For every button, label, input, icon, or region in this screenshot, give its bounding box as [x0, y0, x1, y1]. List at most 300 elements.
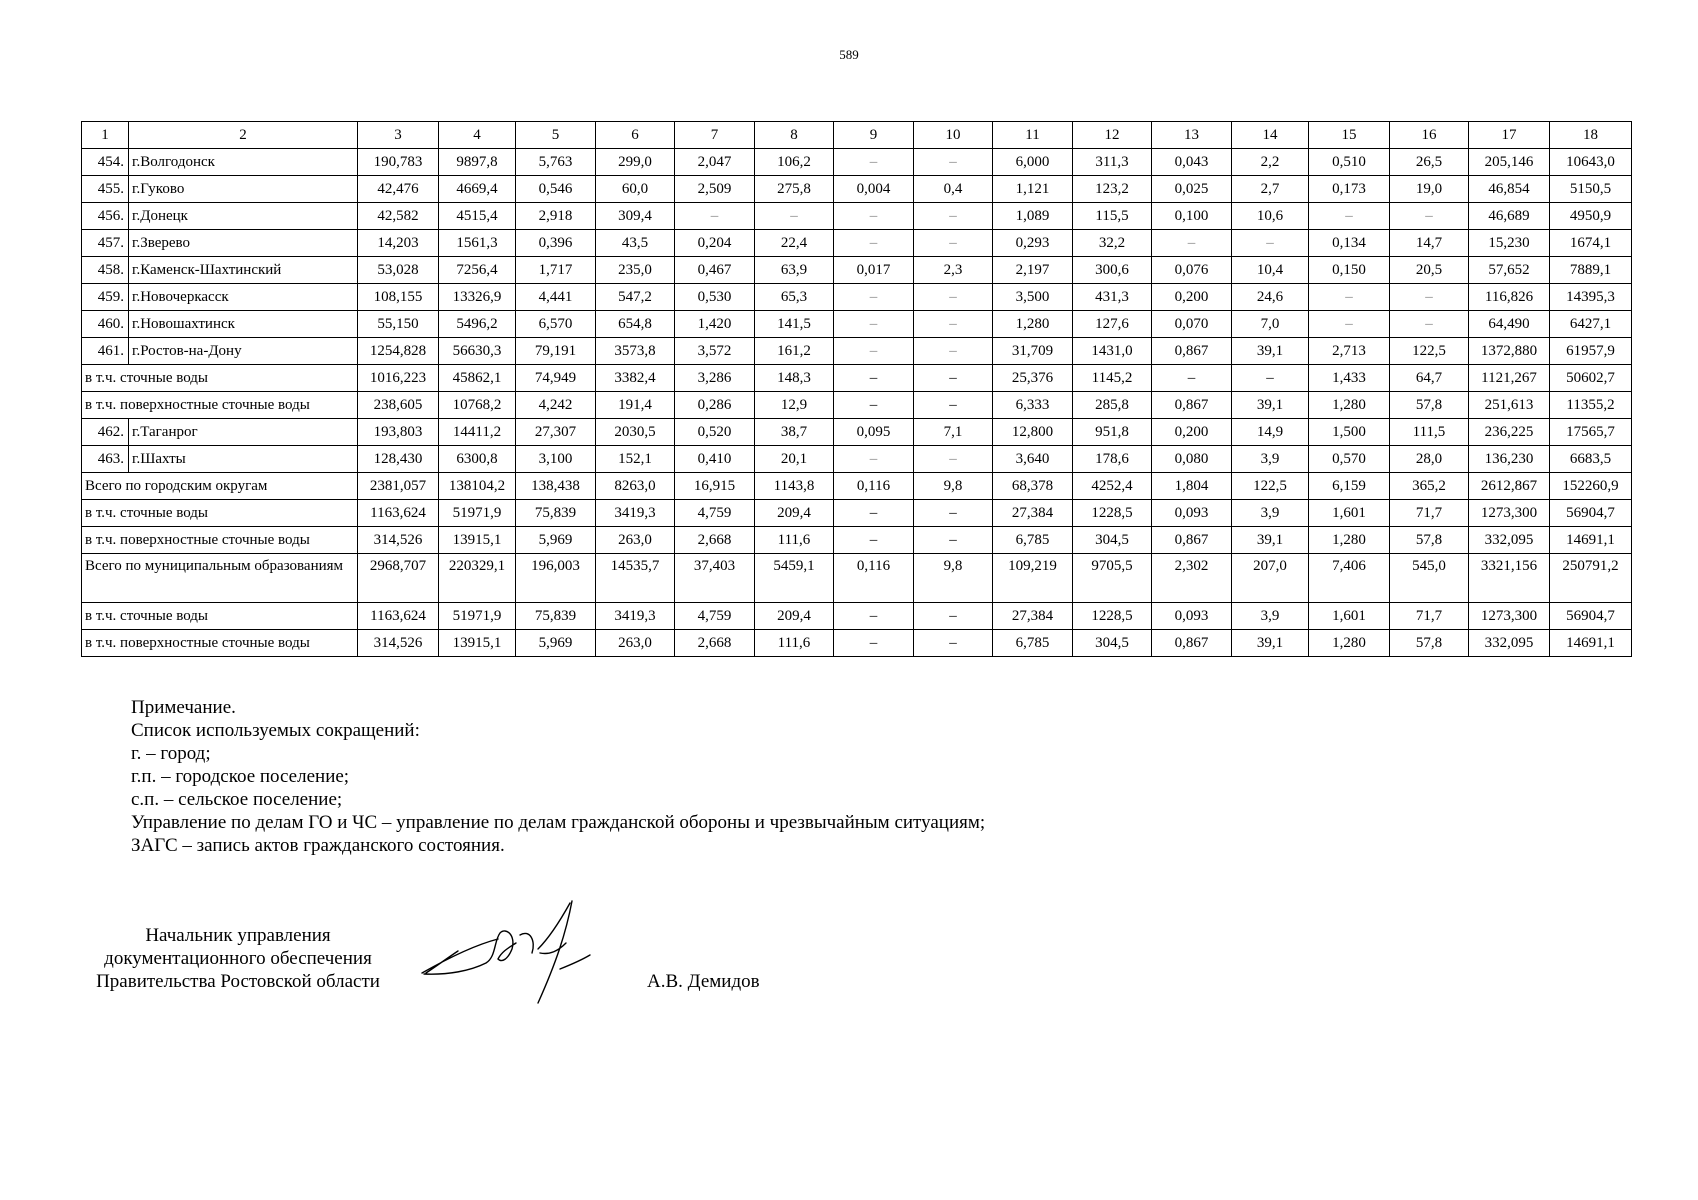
value-cell: 9897,8 [439, 149, 516, 176]
table-row [82, 365, 1632, 392]
row-name-cell: в т.ч. поверхностные сточные воды [82, 392, 358, 419]
value-cell: 2,713 [1309, 338, 1390, 365]
value-cell: 26,5 [1390, 149, 1469, 176]
value-cell: 63,9 [755, 257, 834, 284]
value-cell: 0,116 [834, 554, 914, 603]
value-cell: 275,8 [755, 176, 834, 203]
value-cell: 9,8 [914, 554, 993, 603]
value-cell: 46,854 [1469, 176, 1550, 203]
value-cell: 1,717 [516, 257, 596, 284]
notes-line: Список используемых сокращений: [131, 720, 420, 741]
value-cell: 152,1 [596, 446, 675, 473]
value-cell: 2030,5 [596, 419, 675, 446]
value-cell: 207,0 [1232, 554, 1309, 603]
value-cell: 3,500 [993, 284, 1073, 311]
value-cell: 431,3 [1073, 284, 1152, 311]
table-body [82, 122, 1632, 657]
value-cell: 5,969 [516, 527, 596, 554]
table-row [82, 419, 1632, 446]
value-cell: 2,7 [1232, 176, 1309, 203]
value-cell: 14691,1 [1550, 630, 1632, 657]
value-cell: 2,047 [675, 149, 755, 176]
table-row [82, 176, 1632, 203]
value-cell: 0,293 [993, 230, 1073, 257]
row-name-cell: в т.ч. поверхностные сточные воды [82, 630, 358, 657]
value-cell: – [914, 603, 993, 630]
value-cell: 19,0 [1390, 176, 1469, 203]
value-cell: 122,5 [1232, 473, 1309, 500]
value-cell: 71,7 [1390, 603, 1469, 630]
value-cell: 1163,624 [358, 603, 439, 630]
value-cell: 75,839 [516, 603, 596, 630]
row-name-cell: в т.ч. сточные воды [82, 500, 358, 527]
value-cell: – [1152, 365, 1232, 392]
value-cell: 6300,8 [439, 446, 516, 473]
value-cell: 304,5 [1073, 527, 1152, 554]
value-cell: 178,6 [1073, 446, 1152, 473]
value-cell: – [675, 203, 755, 230]
value-cell: 4,441 [516, 284, 596, 311]
value-cell: 111,6 [755, 630, 834, 657]
value-cell: 4,759 [675, 500, 755, 527]
value-cell: 138,438 [516, 473, 596, 500]
signatory-title [86, 924, 390, 993]
value-cell: 0,530 [675, 284, 755, 311]
notes-block [131, 696, 985, 857]
value-cell: – [914, 230, 993, 257]
value-cell: 3,9 [1232, 446, 1309, 473]
value-cell: 13915,1 [439, 630, 516, 657]
value-cell: 6,785 [993, 527, 1073, 554]
row-number-cell: 462. [82, 419, 129, 446]
value-cell: – [1390, 311, 1469, 338]
value-cell: 1,601 [1309, 603, 1390, 630]
value-cell: 1,420 [675, 311, 755, 338]
value-cell: 56904,7 [1550, 603, 1632, 630]
value-cell: 0,093 [1152, 500, 1232, 527]
value-cell: 0,080 [1152, 446, 1232, 473]
value-cell: 148,3 [755, 365, 834, 392]
value-cell: 1,433 [1309, 365, 1390, 392]
value-cell: 1016,223 [358, 365, 439, 392]
value-cell: 108,155 [358, 284, 439, 311]
value-cell: 2968,707 [358, 554, 439, 603]
header-cell: 10 [914, 122, 993, 149]
value-cell: 1145,2 [1073, 365, 1152, 392]
notes-title: Примечание. [131, 697, 236, 718]
value-cell: – [834, 149, 914, 176]
value-cell: 545,0 [1390, 554, 1469, 603]
value-cell: 263,0 [596, 527, 675, 554]
header-cell: 12 [1073, 122, 1152, 149]
value-cell: – [914, 500, 993, 527]
value-cell: 15,230 [1469, 230, 1550, 257]
header-cell: 1 [82, 122, 129, 149]
value-cell: 2612,867 [1469, 473, 1550, 500]
value-cell: – [1309, 203, 1390, 230]
value-cell: 57,652 [1469, 257, 1550, 284]
value-cell: 1254,828 [358, 338, 439, 365]
value-cell: 0,570 [1309, 446, 1390, 473]
value-cell: 17565,7 [1550, 419, 1632, 446]
value-cell: 39,1 [1232, 630, 1309, 657]
header-cell: 18 [1550, 122, 1632, 149]
value-cell: – [1309, 311, 1390, 338]
value-cell: 28,0 [1390, 446, 1469, 473]
value-cell: 0,200 [1152, 284, 1232, 311]
value-cell: 27,384 [993, 500, 1073, 527]
row-name-cell: в т.ч. сточные воды [82, 365, 358, 392]
value-cell: 0,025 [1152, 176, 1232, 203]
value-cell: 6,159 [1309, 473, 1390, 500]
value-cell: – [1232, 230, 1309, 257]
value-cell: 14395,3 [1550, 284, 1632, 311]
value-cell: 1228,5 [1073, 603, 1152, 630]
value-cell: 0,546 [516, 176, 596, 203]
table-row [82, 149, 1632, 176]
value-cell: 0,004 [834, 176, 914, 203]
value-cell: – [1232, 365, 1309, 392]
value-cell: 2,302 [1152, 554, 1232, 603]
value-cell: 5,969 [516, 630, 596, 657]
value-cell: 0,095 [834, 419, 914, 446]
value-cell: 2,509 [675, 176, 755, 203]
value-cell: 3419,3 [596, 603, 675, 630]
value-cell: 3,572 [675, 338, 755, 365]
row-name-cell: в т.ч. поверхностные сточные воды [82, 527, 358, 554]
header-cell: 14 [1232, 122, 1309, 149]
value-cell: 3,286 [675, 365, 755, 392]
value-cell: – [914, 527, 993, 554]
value-cell: 14535,7 [596, 554, 675, 603]
value-cell: 50602,7 [1550, 365, 1632, 392]
value-cell: 111,6 [755, 527, 834, 554]
value-cell: 3,9 [1232, 603, 1309, 630]
value-cell: 365,2 [1390, 473, 1469, 500]
value-cell: 0,070 [1152, 311, 1232, 338]
value-cell: 1,804 [1152, 473, 1232, 500]
value-cell: 1,280 [993, 311, 1073, 338]
table-row [82, 311, 1632, 338]
value-cell: – [834, 311, 914, 338]
value-cell: 0,076 [1152, 257, 1232, 284]
header-cell: 16 [1390, 122, 1469, 149]
value-cell: 205,146 [1469, 149, 1550, 176]
value-cell: 2,668 [675, 630, 755, 657]
header-cell: 2 [129, 122, 358, 149]
value-cell: – [914, 311, 993, 338]
table-row [82, 446, 1632, 473]
value-cell: 4515,4 [439, 203, 516, 230]
value-cell: 209,4 [755, 603, 834, 630]
value-cell: 6,000 [993, 149, 1073, 176]
value-cell: 16,915 [675, 473, 755, 500]
value-cell: 1372,880 [1469, 338, 1550, 365]
value-cell: 3321,156 [1469, 554, 1550, 603]
value-cell: 4,759 [675, 603, 755, 630]
value-cell: – [834, 203, 914, 230]
value-cell: 6,785 [993, 630, 1073, 657]
value-cell: 4669,4 [439, 176, 516, 203]
value-cell: 65,3 [755, 284, 834, 311]
value-cell: 1143,8 [755, 473, 834, 500]
value-cell: 314,526 [358, 630, 439, 657]
value-cell: 1,500 [1309, 419, 1390, 446]
value-cell: 0,134 [1309, 230, 1390, 257]
value-cell: 6,333 [993, 392, 1073, 419]
value-cell: – [834, 603, 914, 630]
value-cell: 64,7 [1390, 365, 1469, 392]
value-cell: 190,783 [358, 149, 439, 176]
value-cell: 51971,9 [439, 603, 516, 630]
value-cell: 2,2 [1232, 149, 1309, 176]
value-cell: 57,8 [1390, 392, 1469, 419]
value-cell: 51971,9 [439, 500, 516, 527]
value-cell: 0,150 [1309, 257, 1390, 284]
value-cell: 56630,3 [439, 338, 516, 365]
value-cell: 11355,2 [1550, 392, 1632, 419]
value-cell: 10,6 [1232, 203, 1309, 230]
value-cell: 14,9 [1232, 419, 1309, 446]
value-cell: 311,3 [1073, 149, 1152, 176]
value-cell: 10,4 [1232, 257, 1309, 284]
row-number-cell: 463. [82, 446, 129, 473]
value-cell: 220329,1 [439, 554, 516, 603]
value-cell: 55,150 [358, 311, 439, 338]
value-cell: 37,403 [675, 554, 755, 603]
value-cell: 3419,3 [596, 500, 675, 527]
table-row [82, 338, 1632, 365]
value-cell: 209,4 [755, 500, 834, 527]
row-name-cell: г.Зверево [129, 230, 358, 257]
table-row [82, 257, 1632, 284]
value-cell: 14,203 [358, 230, 439, 257]
value-cell: 39,1 [1232, 527, 1309, 554]
row-name-cell: Всего по муниципальным образованиям [82, 554, 358, 603]
value-cell: – [914, 284, 993, 311]
value-cell: 20,5 [1390, 257, 1469, 284]
value-cell: 60,0 [596, 176, 675, 203]
value-cell: 1,121 [993, 176, 1073, 203]
signatory-name: А.В. Демидов [647, 971, 760, 992]
value-cell: – [914, 630, 993, 657]
value-cell: 0,867 [1152, 630, 1232, 657]
header-cell: 9 [834, 122, 914, 149]
table-row [82, 203, 1632, 230]
row-name-cell: г.Ростов-на-Дону [129, 338, 358, 365]
header-cell: 3 [358, 122, 439, 149]
value-cell: – [1390, 284, 1469, 311]
table-row [82, 392, 1632, 419]
row-number-cell: 457. [82, 230, 129, 257]
value-cell: 0,467 [675, 257, 755, 284]
value-cell: 53,028 [358, 257, 439, 284]
value-cell: 22,4 [755, 230, 834, 257]
value-cell: 1,280 [1309, 630, 1390, 657]
value-cell: 0,4 [914, 176, 993, 203]
value-cell: – [914, 365, 993, 392]
value-cell: 0,867 [1152, 392, 1232, 419]
value-cell: 152260,9 [1550, 473, 1632, 500]
table-row [82, 630, 1632, 657]
value-cell: 74,949 [516, 365, 596, 392]
value-cell: 9705,5 [1073, 554, 1152, 603]
row-number-cell: 459. [82, 284, 129, 311]
value-cell: 1431,0 [1073, 338, 1152, 365]
row-number-cell: 456. [82, 203, 129, 230]
value-cell: 7,0 [1232, 311, 1309, 338]
value-cell: 4950,9 [1550, 203, 1632, 230]
value-cell: 193,803 [358, 419, 439, 446]
page-number: 589 [839, 47, 859, 62]
value-cell: – [834, 630, 914, 657]
value-cell: 71,7 [1390, 500, 1469, 527]
value-cell: 7889,1 [1550, 257, 1632, 284]
value-cell: 0,093 [1152, 603, 1232, 630]
value-cell: 332,095 [1469, 527, 1550, 554]
value-cell: 38,7 [755, 419, 834, 446]
value-cell: 61957,9 [1550, 338, 1632, 365]
value-cell: 9,8 [914, 473, 993, 500]
value-cell: 5459,1 [755, 554, 834, 603]
value-cell: 304,5 [1073, 630, 1152, 657]
value-cell: 3,9 [1232, 500, 1309, 527]
value-cell: 0,173 [1309, 176, 1390, 203]
value-cell: 0,867 [1152, 338, 1232, 365]
row-name-cell: г.Гуково [129, 176, 358, 203]
row-name-cell: г.Волгодонск [129, 149, 358, 176]
value-cell: 161,2 [755, 338, 834, 365]
value-cell: 1121,267 [1469, 365, 1550, 392]
value-cell: 263,0 [596, 630, 675, 657]
value-cell: 235,0 [596, 257, 675, 284]
value-cell: 13326,9 [439, 284, 516, 311]
row-number-cell: 454. [82, 149, 129, 176]
value-cell: – [834, 446, 914, 473]
row-name-cell: г.Таганрог [129, 419, 358, 446]
value-cell: – [914, 392, 993, 419]
value-cell: – [834, 338, 914, 365]
value-cell: 236,225 [1469, 419, 1550, 446]
value-cell: 3,640 [993, 446, 1073, 473]
value-cell: 122,5 [1390, 338, 1469, 365]
notes-line: ЗАГС – запись актов гражданского состояния. [131, 835, 505, 856]
value-cell: 56904,7 [1550, 500, 1632, 527]
value-cell: 1228,5 [1073, 500, 1152, 527]
value-cell: 0,017 [834, 257, 914, 284]
value-cell: – [914, 338, 993, 365]
row-name-cell: г.Шахты [129, 446, 358, 473]
row-number-cell: 460. [82, 311, 129, 338]
value-cell: 2,197 [993, 257, 1073, 284]
value-cell: 196,003 [516, 554, 596, 603]
value-cell: 115,5 [1073, 203, 1152, 230]
value-cell: 4252,4 [1073, 473, 1152, 500]
value-cell: – [834, 230, 914, 257]
value-cell: 251,613 [1469, 392, 1550, 419]
value-cell: 46,689 [1469, 203, 1550, 230]
value-cell: 7256,4 [439, 257, 516, 284]
value-cell: 57,8 [1390, 630, 1469, 657]
value-cell: 0,043 [1152, 149, 1232, 176]
value-cell: 7,1 [914, 419, 993, 446]
value-cell: 0,286 [675, 392, 755, 419]
value-cell: – [1152, 230, 1232, 257]
value-cell: – [755, 203, 834, 230]
notes-line: с.п. – сельское поселение; [131, 789, 343, 810]
value-cell: 2,668 [675, 527, 755, 554]
value-cell: 68,378 [993, 473, 1073, 500]
value-cell: 299,0 [596, 149, 675, 176]
header-cell: 8 [755, 122, 834, 149]
value-cell: 951,8 [1073, 419, 1152, 446]
value-cell: 42,582 [358, 203, 439, 230]
value-cell: 1674,1 [1550, 230, 1632, 257]
value-cell: 0,200 [1152, 419, 1232, 446]
value-cell: 111,5 [1390, 419, 1469, 446]
value-cell: 238,605 [358, 392, 439, 419]
value-cell: 27,307 [516, 419, 596, 446]
value-cell: 285,8 [1073, 392, 1152, 419]
value-cell: 128,430 [358, 446, 439, 473]
value-cell: 2,3 [914, 257, 993, 284]
value-cell: – [834, 500, 914, 527]
value-cell: 1163,624 [358, 500, 439, 527]
value-cell: 20,1 [755, 446, 834, 473]
row-name-cell: в т.ч. сточные воды [82, 603, 358, 630]
value-cell: 1,280 [1309, 527, 1390, 554]
value-cell: 0,410 [675, 446, 755, 473]
value-cell: 0,867 [1152, 527, 1232, 554]
value-cell: – [914, 149, 993, 176]
signatory-title-line: Начальник управления [145, 925, 331, 946]
value-cell: 1273,300 [1469, 603, 1550, 630]
header-cell: 7 [675, 122, 755, 149]
value-cell: 1,280 [1309, 392, 1390, 419]
notes-line: Управление по делам ГО и ЧС – управление по делам гражданской обороны и чрезвычайным ситуациям; [131, 812, 986, 833]
value-cell: 250791,2 [1550, 554, 1632, 603]
value-cell: 0,100 [1152, 203, 1232, 230]
value-cell: 10643,0 [1550, 149, 1632, 176]
header-cell: 15 [1309, 122, 1390, 149]
value-cell: 0,204 [675, 230, 755, 257]
value-cell: 309,4 [596, 203, 675, 230]
value-cell: 127,6 [1073, 311, 1152, 338]
value-cell: 106,2 [755, 149, 834, 176]
value-cell: 0,116 [834, 473, 914, 500]
value-cell: 75,839 [516, 500, 596, 527]
handwritten-signature-icon [420, 893, 630, 1008]
value-cell: 14411,2 [439, 419, 516, 446]
table-row [82, 603, 1632, 630]
table-row [82, 230, 1632, 257]
row-name-cell: г.Новошахтинск [129, 311, 358, 338]
value-cell: 191,4 [596, 392, 675, 419]
value-cell: 314,526 [358, 527, 439, 554]
value-cell: – [834, 284, 914, 311]
value-cell: – [834, 392, 914, 419]
value-cell: 6683,5 [1550, 446, 1632, 473]
value-cell: 6,570 [516, 311, 596, 338]
signatory-title-line: документационного обеспечения [104, 948, 372, 969]
value-cell: 2381,057 [358, 473, 439, 500]
value-cell: 39,1 [1232, 338, 1309, 365]
value-cell: 8263,0 [596, 473, 675, 500]
header-cell: 5 [516, 122, 596, 149]
value-cell: 12,9 [755, 392, 834, 419]
value-cell: 136,230 [1469, 446, 1550, 473]
signatory-title-line: Правительства Ростовской области [96, 971, 380, 992]
